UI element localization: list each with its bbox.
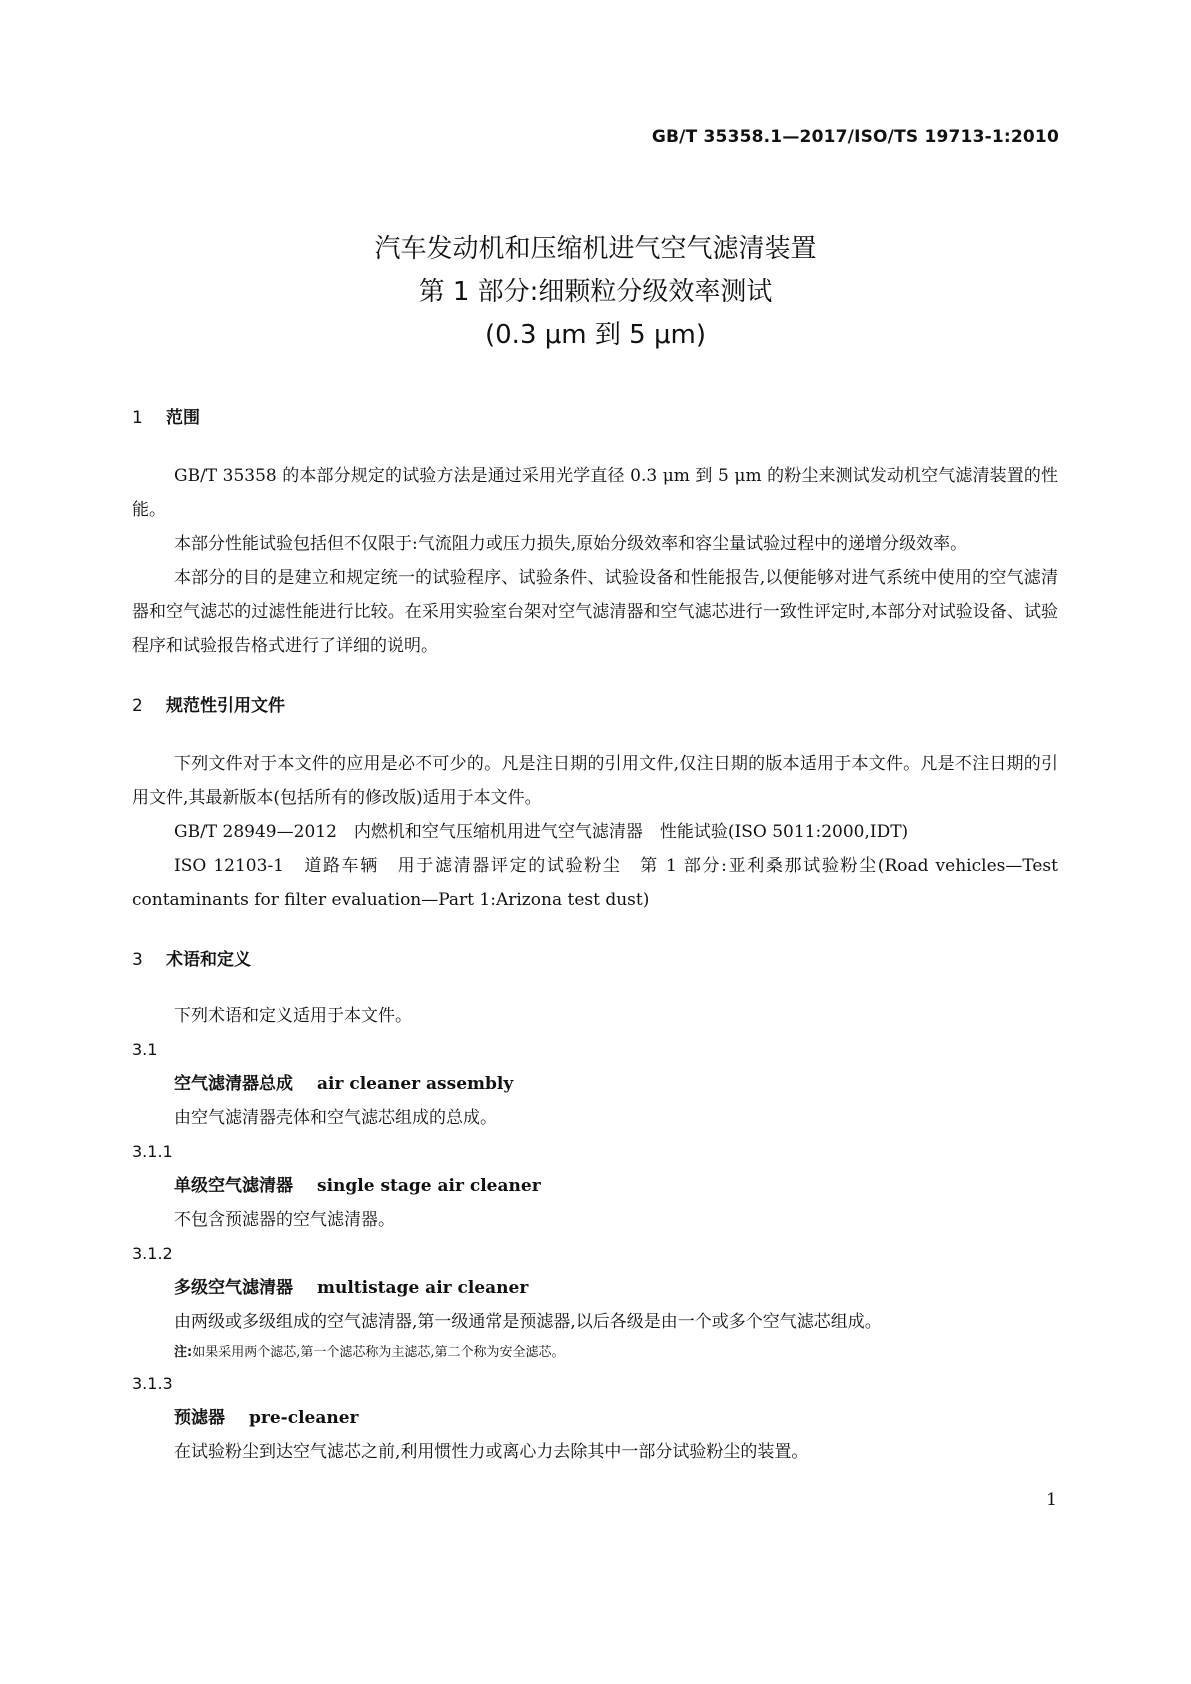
paragraph: 下列术语和定义适用于本文件。 [174,1006,412,1026]
term-entry [132,1033,1058,1135]
term-name-en: air cleaner assembly [317,1074,514,1094]
section-title: 规范性引用文件 [166,696,285,716]
term-name-en: multistage air cleaner [317,1278,529,1298]
section-3-heading [132,947,1058,973]
term-definition: 由空气滤清器壳体和空气滤芯组成的总成。 [174,1108,497,1128]
section-title: 范围 [166,408,200,428]
term-name-en: pre-cleaner [249,1408,359,1428]
section-number: 3 [132,950,143,970]
reference-item: ISO 12103-1 道路车辆 用于滤清器评定的试验粉尘 第 1 部分:亚利桑那试验粉尘(Road vehicles—Test contaminants for filter evaluation—Part 1:Arizona test dust) [132,856,1058,910]
section-title: 术语和定义 [166,950,251,970]
term-name [132,1401,1058,1435]
term-entry [132,1367,1058,1469]
term-definition: 在试验粉尘到达空气滤芯之前,利用惯性力或离心力去除其中一部分试验粉尘的装置。 [174,1442,809,1462]
term-number: 3.1.2 [132,1244,173,1263]
standard-code: GB/T 35358.1—2017/ISO/TS 19713-1:2010 [651,127,1059,147]
term-name-zh: 多级空气滤清器 [174,1278,293,1298]
section-number: 2 [132,696,143,716]
reference-item: GB/T 28949—2012 内燃机和空气压缩机用进气空气滤清器 性能试验(ISO 5011:2000,IDT) [174,822,909,842]
page-number: 1 [1046,1490,1057,1510]
term-name-zh: 单级空气滤清器 [174,1176,293,1196]
paragraph: GB/T 35358 的本部分规定的试验方法是通过采用光学直径 0.3 μm 到 5 μm 的粉尘来测试发动机空气滤清装置的性能。 [132,466,1058,520]
term-number: 3.1.1 [132,1142,173,1161]
term-number: 3.1.3 [132,1374,173,1393]
term-name-en: single stage air cleaner [317,1176,541,1196]
paragraph: 下列文件对于本文件的应用是必不可少的。凡是注日期的引用文件,仅注日期的版本适用于本文件。凡是不注日期的引用文件,其最新版本(包括所有的修改版)适用于本文件。 [132,754,1058,808]
note-label: 注: [174,1345,193,1360]
title-line-2: 第 1 部分:细颗粒分级效率测试 [418,277,773,307]
title-line-1: 汽车发动机和压缩机进气空气滤清装置 [374,234,817,264]
document-body [132,405,1058,1469]
term-entry [132,1237,1058,1367]
section-number: 1 [132,408,143,428]
term-name [132,1169,1058,1203]
term-note [132,1339,1058,1367]
term-name [132,1271,1058,1305]
section-2-heading [132,693,1058,719]
term-definition: 不包含预滤器的空气滤清器。 [174,1210,395,1230]
term-entry [132,1135,1058,1237]
paragraph: 本部分性能试验包括但不仅限于:气流阻力或压力损失,原始分级效率和容尘量试验过程中的递增分级效率。 [174,534,968,554]
term-definition: 由两级或多级组成的空气滤清器,第一级通常是预滤器,以后各级是由一个或多个空气滤芯组成。 [174,1312,882,1332]
section-1-heading [132,405,1058,431]
note-text: 如果采用两个滤芯,第一个滤芯称为主滤芯,第二个称为安全滤芯。 [192,1345,565,1360]
paragraph: 本部分的目的是建立和规定统一的试验程序、试验条件、试验设备和性能报告,以便能够对进气系统中使用的空气滤清器和空气滤芯的过滤性能进行比较。在采用实验室台架对空气滤清器和空气滤芯进行一致性评定时,本部分对试验设备、试验程序和试验报告格式进行了详细的说明。 [132,568,1058,656]
term-name-zh: 空气滤清器总成 [174,1074,293,1094]
title-line-3: (0.3 μm 到 5 μm) [485,320,706,350]
term-name-zh: 预滤器 [174,1408,225,1428]
document-title [0,228,1191,357]
term-number: 3.1 [132,1040,158,1059]
term-name [132,1067,1058,1101]
